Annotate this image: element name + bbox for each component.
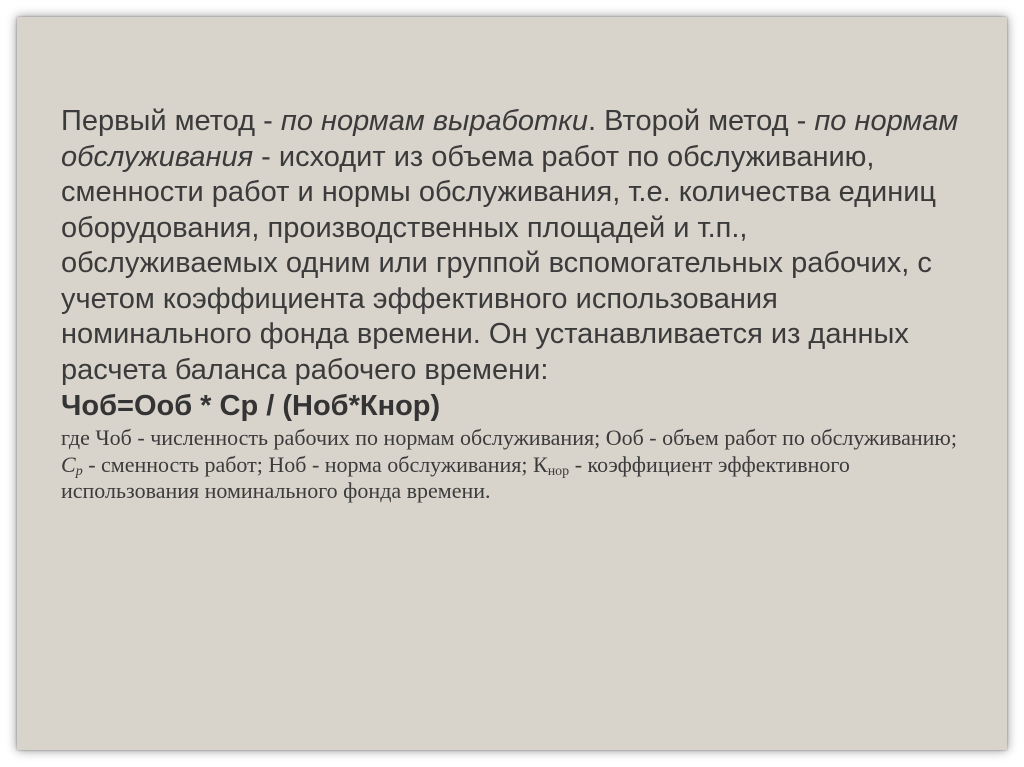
- knor-subscript: нор: [547, 463, 570, 479]
- slide: [17, 17, 1007, 750]
- paragraph-text-3: - исходит из объема работ по обслуживанию, сменности работ и нормы обслуживания, т.е. количества единиц оборудования, производственных площадей и т.п., обслуживаемых одним или группой вспомогательных рабочих, с учетом коэффициента эффективного использования номинального фонда времени. Он устанавливается из данных расчета баланса рабочего времени:: [61, 140, 937, 386]
- slide-content: [61, 104, 971, 505]
- legend-text-3: - коэффициент эффективного использования номинального фонда времени.: [61, 451, 850, 503]
- legend-text-1: где Чоб - численность рабочих по нормам обслуживания; Ооб - объем работ по обслуживанию;: [61, 425, 957, 450]
- formula: Чоб=Ооб * Ср / (Ноб*Кнор): [61, 390, 441, 422]
- legend-text-2: - сменность работ; Ноб - норма обслуживания; К: [82, 451, 548, 477]
- method-2-name: по нормам обслуживания: [61, 105, 959, 173]
- paragraph-text-2: . Второй метод -: [588, 105, 815, 137]
- method-1-name: по нормам выработки: [280, 105, 588, 137]
- cp-symbol-subscript: р: [75, 463, 83, 479]
- method-paragraph: [61, 104, 971, 388]
- cp-symbol-main: С: [61, 451, 76, 477]
- formula-legend: [61, 425, 971, 505]
- paragraph-text-1: Первый метод -: [61, 105, 281, 137]
- cp-symbol: [61, 452, 83, 477]
